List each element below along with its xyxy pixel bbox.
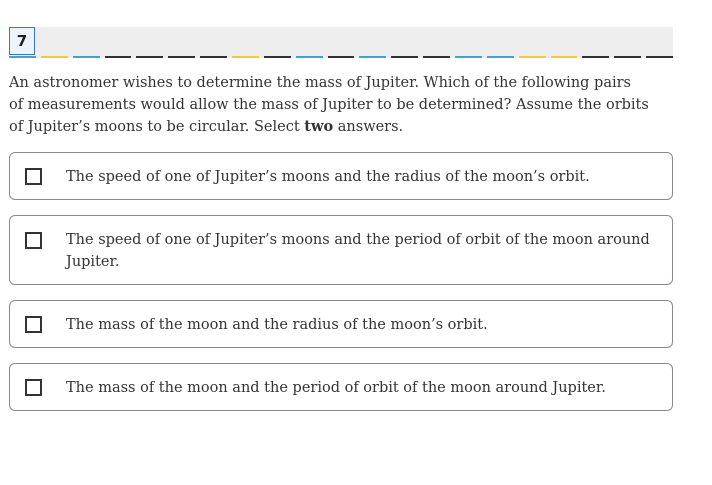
checkbox-option-2[interactable] [25,232,42,249]
progress-segment [9,56,36,58]
progress-segment [200,56,227,58]
progress-segment [328,56,355,58]
progress-segment [646,56,673,58]
progress-segment [168,56,195,58]
progress-segment [614,56,641,58]
checkbox-option-3[interactable] [25,316,42,333]
option-2-label: The speed of one of Jupiter’s moons and the period of orbit of the moon around Jupiter. [66,232,650,270]
progress-segment [455,56,482,58]
checkbox-option-4[interactable] [25,379,42,396]
question-text-end: answers. [333,119,404,135]
question-emphasis: two [304,118,334,135]
question-navigation-bar [9,27,673,58]
progress-segments [9,56,673,58]
progress-segment [232,56,259,58]
progress-segment [359,56,386,58]
progress-segment [582,56,609,58]
answer-option-4[interactable] [9,363,673,411]
progress-segment [296,56,323,58]
progress-segment [73,56,100,58]
progress-segment [551,56,578,58]
progress-segment [136,56,163,58]
progress-segment [519,56,546,58]
question-number-button[interactable]: 7 [9,27,35,55]
answer-option-1[interactable] [9,152,673,200]
option-3-label: The mass of the moon and the radius of the moon’s orbit. [66,317,488,333]
progress-segment [487,56,514,58]
option-1-label: The speed of one of Jupiter’s moons and the radius of the moon’s orbit. [66,169,590,185]
answer-option-2[interactable] [9,215,673,285]
question-text [9,72,649,138]
option-4-label: The mass of the moon and the period of orbit of the moon around Jupiter. [66,380,606,396]
answer-option-3[interactable] [9,300,673,348]
checkbox-option-1[interactable] [25,168,42,185]
progress-segment [264,56,291,58]
question-text-main: An astronomer wishes to determine the mass of Jupiter. Which of the following pairs of measurements would allow the mass of Jupiter to be determined? Assume the orbits of Jupiter’s moons to be circular. Select [9,75,649,135]
progress-segment [423,56,450,58]
progress-segment [391,56,418,58]
progress-segment [41,56,68,58]
progress-segment [105,56,132,58]
